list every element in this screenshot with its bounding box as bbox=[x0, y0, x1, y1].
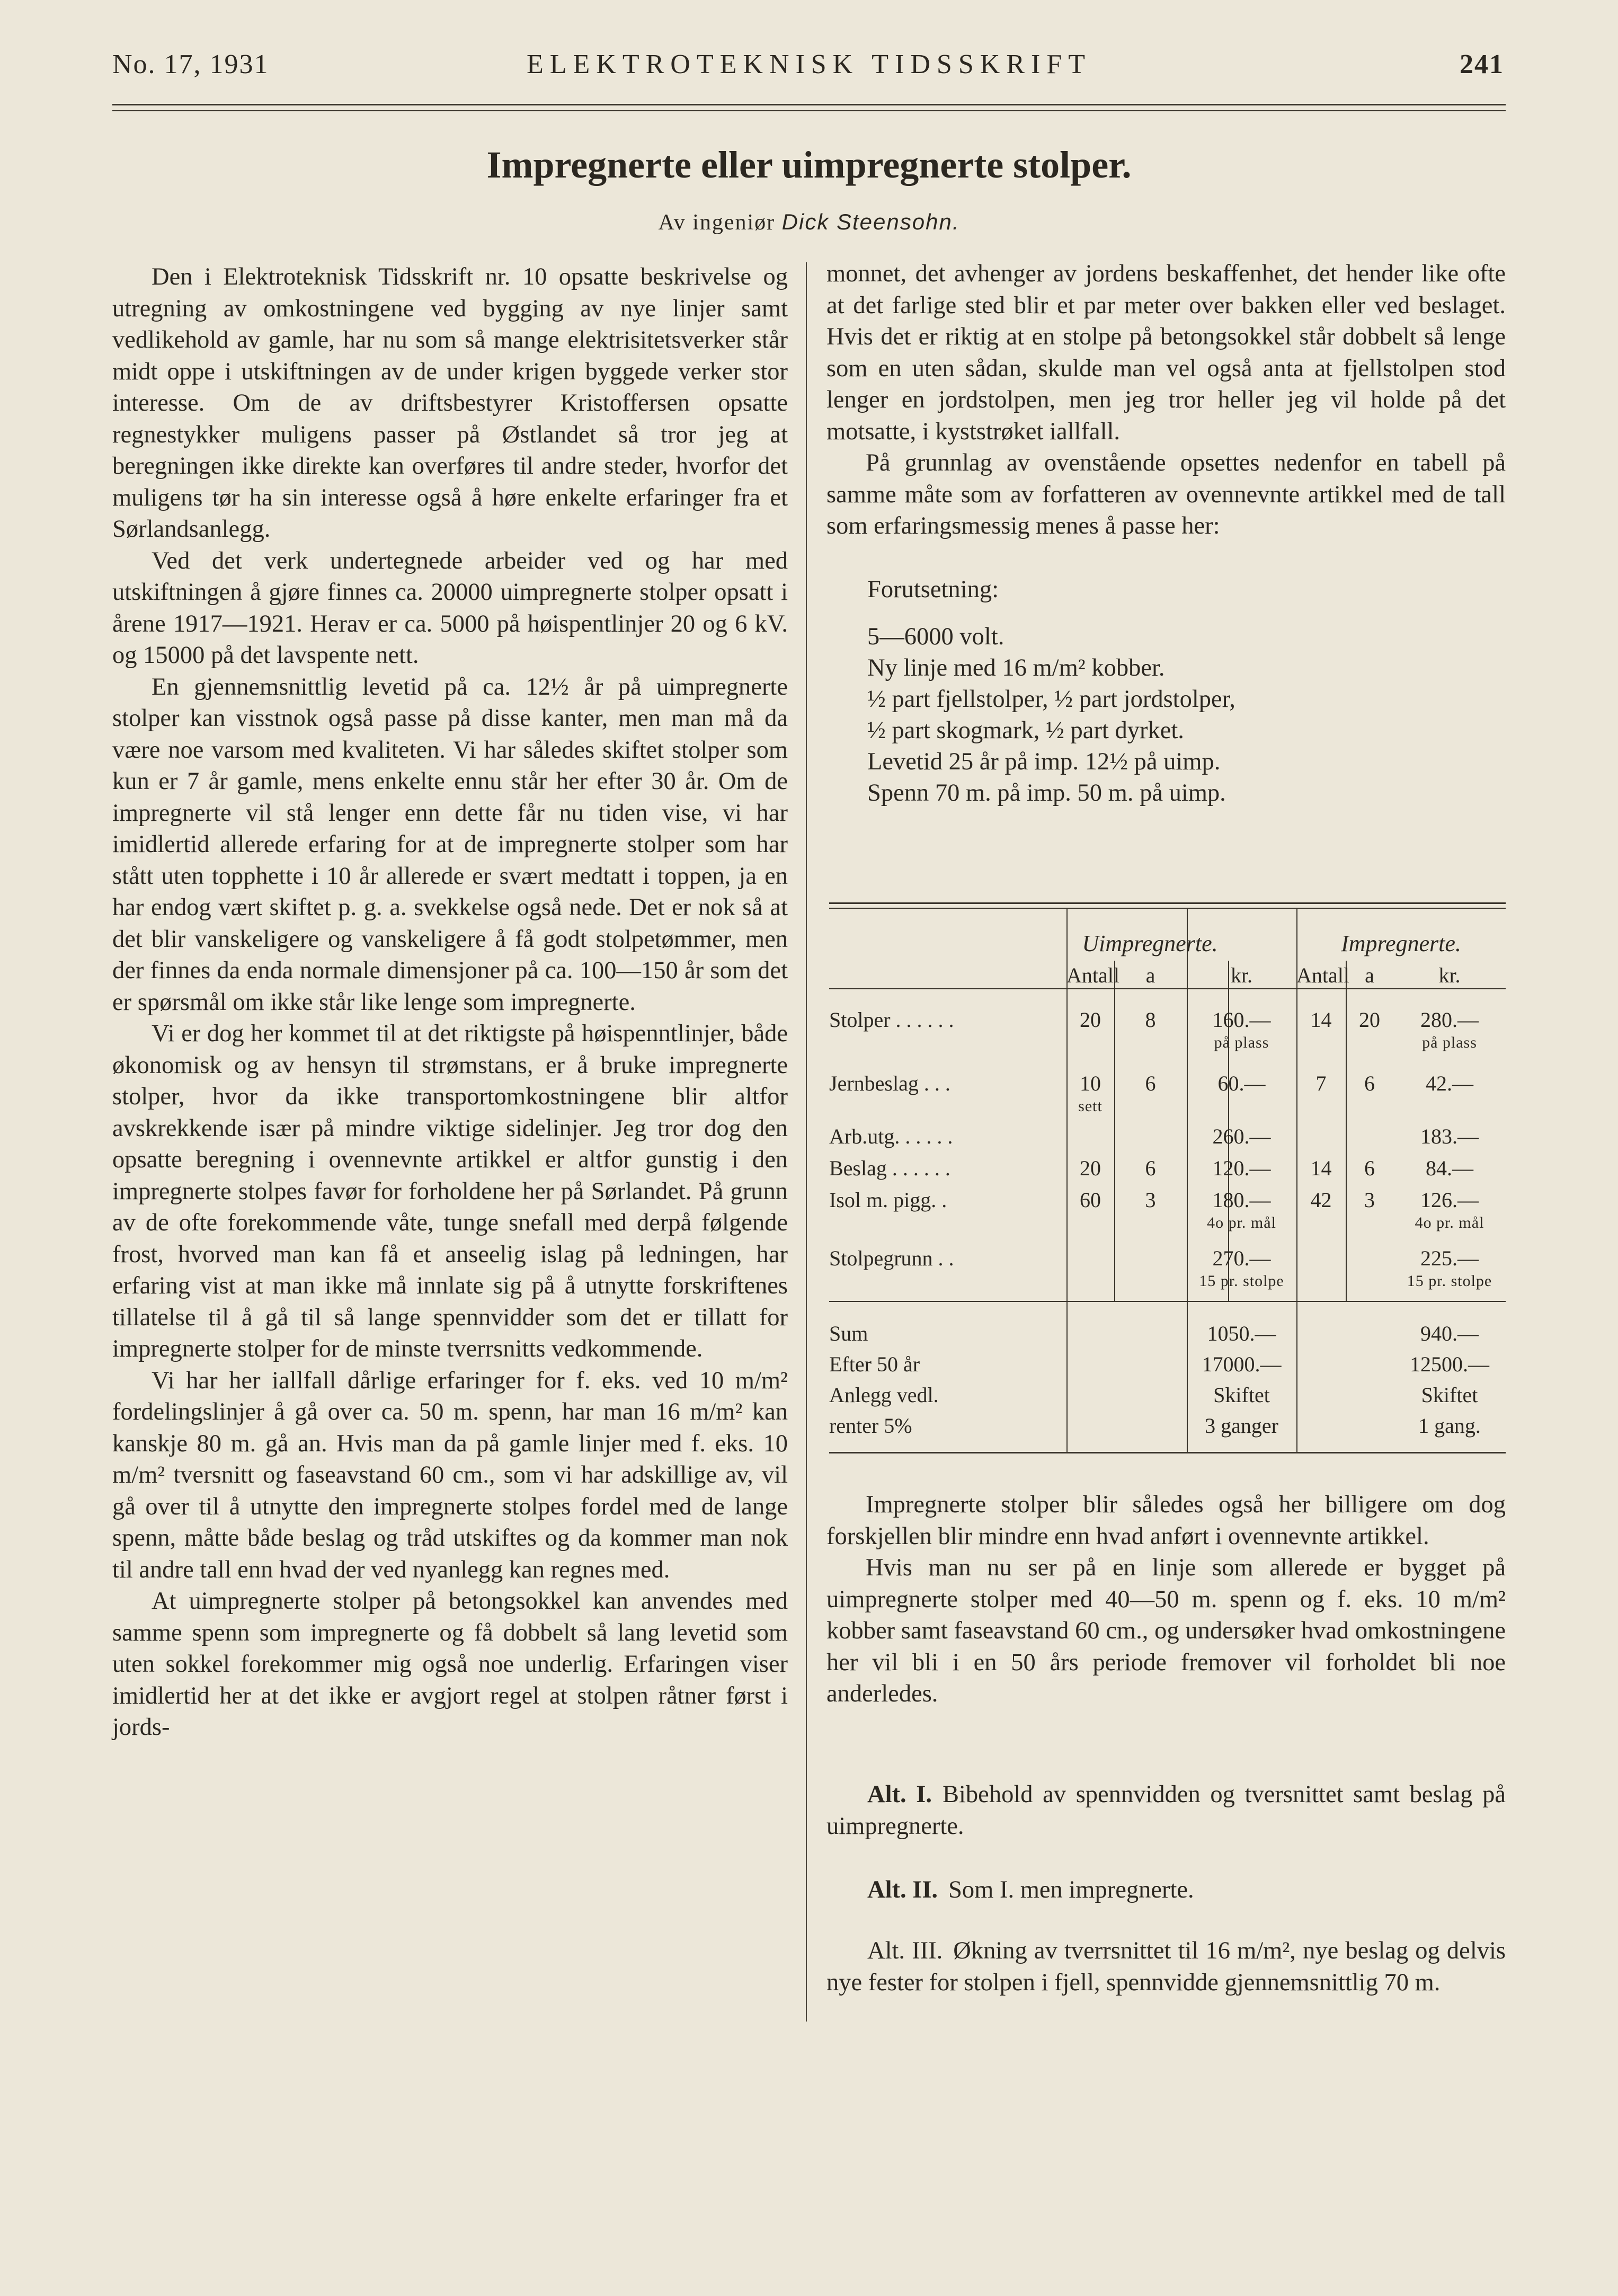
table-cell-label: Isol m. pigg. . bbox=[829, 1188, 947, 1212]
summary-cell-i-kr: 1 gang. bbox=[1418, 1414, 1481, 1438]
table-cell-label: Stolper . . . . . . bbox=[829, 1008, 954, 1032]
summary-cell-label: Anlegg vedl. bbox=[829, 1383, 939, 1407]
alternative bbox=[826, 1779, 1506, 1842]
table-cell-u-a: 3 bbox=[1145, 1188, 1156, 1212]
assumption-line: ½ part fjellstolper, ½ part jordstolper, bbox=[867, 685, 1235, 713]
table-cell-u-antall: 10 bbox=[1080, 1071, 1101, 1095]
table-cell-u-a: 6 bbox=[1145, 1071, 1156, 1095]
table-cell-i-antall: 14 bbox=[1310, 1008, 1332, 1032]
summary-cell-u-kr: Skiftet bbox=[1213, 1383, 1270, 1407]
paragraph: På grunnlag av ovenstående opsettes nedenfor en tabell på samme måte som av forfatteren av ovennevnte artikkel med de tall som erfaringsmessig menes å passe her: bbox=[826, 449, 1506, 539]
author-name: Dick Steensohn. bbox=[781, 209, 960, 234]
summary-cell-u-kr: 3 ganger bbox=[1205, 1414, 1278, 1438]
byline-prefix: Av ingeniør bbox=[658, 210, 776, 235]
table-cell-u-antall: 60 bbox=[1080, 1188, 1101, 1212]
subheader-kr: kr. bbox=[1230, 963, 1253, 987]
alternative-text: Økning av tverrsnittet til 16 m/m², nye beslag og delvis nye fester for stolpen i fjell, spennvidde gjennemsnittlig 70 m. bbox=[826, 1937, 1506, 1996]
summary-cell-i-kr: 12500.— bbox=[1410, 1352, 1489, 1376]
table-rule-bottom bbox=[829, 1452, 1506, 1453]
group-uimpregnerte: Uimpregnerte. bbox=[1082, 930, 1218, 956]
alternative bbox=[826, 1935, 1506, 1998]
table-cell-label: Beslag . . . . . . bbox=[829, 1156, 950, 1180]
right-column bbox=[826, 258, 1506, 809]
table-cell-u-kr: 160.— bbox=[1212, 1008, 1271, 1032]
article-byline bbox=[0, 209, 1618, 235]
assumption-line: ½ part skogmark, ½ part dyrket. bbox=[867, 716, 1184, 744]
table-cell-u-kr: 180.— bbox=[1212, 1188, 1271, 1212]
table-cell-u-a: 6 bbox=[1145, 1156, 1156, 1180]
alternative-text: Som I. men impregnerte. bbox=[948, 1876, 1194, 1903]
table-cell-note: 15 pr. stolpe bbox=[1199, 1272, 1284, 1290]
table-cell-i-antall: 14 bbox=[1310, 1156, 1332, 1180]
table-cell-i-kr: 280.— bbox=[1420, 1008, 1479, 1032]
summary-cell-label: Efter 50 år bbox=[829, 1352, 920, 1376]
table-cell-i-kr: 225.— bbox=[1420, 1246, 1479, 1270]
table-cell-u-kr: 60.— bbox=[1217, 1071, 1266, 1095]
table-cell-i-antall: 42 bbox=[1310, 1188, 1332, 1212]
table-rule-top bbox=[829, 902, 1506, 904]
journal-name: ELEKTROTEKNISK TIDSSKRIFT bbox=[526, 49, 1092, 79]
assumption-line: Ny linje med 16 m/m² kobber. bbox=[867, 654, 1165, 681]
table-cell-note: på plass bbox=[1214, 1034, 1269, 1051]
subheader-a: a bbox=[1365, 963, 1374, 987]
assumptions-heading: Forutsetning: bbox=[867, 575, 999, 603]
assumption-line: 5—6000 volt. bbox=[867, 623, 1004, 650]
assumptions-block bbox=[867, 574, 1506, 809]
after-table-text bbox=[826, 1489, 1506, 1710]
table-cell-u-antall: 20 bbox=[1080, 1156, 1101, 1180]
alternative-label: Alt. II. bbox=[867, 1876, 938, 1903]
table-cell-i-a: 6 bbox=[1364, 1071, 1375, 1095]
summary-cell-u-kr: 17000.— bbox=[1202, 1352, 1282, 1376]
assumption-line: Levetid 25 år på imp. 12½ på uimp. bbox=[867, 748, 1221, 775]
summary-cell-i-kr: Skiftet bbox=[1421, 1383, 1478, 1407]
summary-cell-i-kr: 940.— bbox=[1420, 1322, 1479, 1345]
alternative-label: Alt. I. bbox=[867, 1781, 932, 1808]
subheader-kr: kr. bbox=[1438, 963, 1461, 987]
alternative-label: Alt. III. bbox=[867, 1937, 943, 1964]
article-title: Impregnerte eller uimpregnerte stolper. bbox=[486, 144, 1132, 186]
issue-number: No. 17, 1931 bbox=[112, 49, 269, 79]
table-cell-i-a: 3 bbox=[1364, 1188, 1375, 1212]
table-cell-u-kr: 120.— bbox=[1212, 1156, 1271, 1180]
cost-table bbox=[829, 902, 1506, 1453]
column-divider bbox=[806, 262, 807, 2022]
table-cell-label: Arb.utg. . . . . . bbox=[829, 1124, 953, 1148]
header-rule-2 bbox=[112, 110, 1506, 111]
subheader-antall: Antall bbox=[1296, 963, 1349, 987]
paragraph: Vi har her iallfall dårlige erfaringer for f. eks. ved 10 m/m² fordelingslinjer å gå over ca. 50 m. spenn, har man 16 m/m² kan kanskje 80 m. gå an. Hvis man da på gamle linjer med f. eks. 10 m/m² tversnitt og faseavstand 60 cm., som vi har adskillige av, vil gå over til å utnytte den impregnerte stolpes fordel med de lange spenn, måtte både beslag og tråd utskiftes og da kommer man nok til andre tall enn hvad der ved nyanlegg kan regnes med. bbox=[112, 1367, 788, 1583]
paragraph: At uimpregnerte stolper på betongsokkel kan anvendes med samme spenn som impregnerte og få dobbelt så lang levetid som uten sokkel forekommer mig også noe underlig. Erfaringen viser imidlertid her at det ikke er avgjort regel at stolpen råtner først i jords- bbox=[112, 1588, 788, 1741]
table-cell-i-kr: 42.— bbox=[1426, 1071, 1473, 1095]
paragraph: Impregnerte stolper blir således også her billigere om dog forskjellen blir mindre enn hvad anført i ovennevnte artikkel. bbox=[826, 1491, 1506, 1550]
group-impregnerte: Impregnerte. bbox=[1341, 930, 1461, 956]
table-cell-i-kr: 183.— bbox=[1420, 1124, 1479, 1148]
table-rule-header bbox=[829, 988, 1506, 989]
paragraph: Hvis man nu ser på en linje som allerede er bygget på uimpregnerte stolper med 40—50 m. spenn og f. eks. 10 m/m² kobber samt faseavstand 60 cm., og undersøker hvad omkostningene her vil bli i en 50 års periode fremover vil forholdet bli noe anderledes. bbox=[826, 1554, 1506, 1707]
paragraph: Vi er dog her kommet til at det riktigste på høispenntlinjer, både økonomisk og av hensyn til strømstans, er å bruke impregnerte stolper, hvor da ikke transportomkostningene blir altfor avskrekkende især på mindre viktige sidelinjer. Jeg tror dog den opsatte beregning i ovennevnte artikkel er altfor gunstig i den impregnerte stolpes favør for forholdene her på Sørlandet. På grunn av de ofte forekommende våte, tunge snefall med derpå følgende frost, hvorved man kan få et anseelig islag på ledningen, har erfaring vist at man ikke må innlate sig på å utnytte forskriftenes tillatelse til å gå til så lange spennvidder som det er tillatt for impregnerte stolper for de minste tverrsnitts vedkommende. bbox=[112, 1020, 788, 1362]
alternative-text: Bibehold av spennvidden og tversnittet samt beslag på uimpregnerte. bbox=[826, 1781, 1506, 1840]
table-cell-note: sett bbox=[1078, 1097, 1103, 1115]
table-cell-note: 4o pr. mål bbox=[1207, 1214, 1276, 1231]
left-column bbox=[112, 261, 788, 1743]
page-number: 241 bbox=[1460, 49, 1504, 79]
table-rule-sum bbox=[829, 1301, 1506, 1302]
table-cell-i-a: 6 bbox=[1364, 1156, 1375, 1180]
paragraph: monnet, det avhenger av jordens beskaffenhet, det hender like ofte at det farlige sted blir et par meter over bakken eller ved beslaget. Hvis det er riktig at en stolpe på betongsokkel står dobbelt så lenge som en uten sådan, skulde man vel også anta at fjellstolpen stod lenger en jordstolpen, men jeg tror heller jeg vil holde på det motsatte, i kyststrøket iallfall. bbox=[826, 260, 1506, 445]
table-cell-note: på plass bbox=[1422, 1034, 1477, 1051]
summary-cell-u-kr: 1050.— bbox=[1207, 1322, 1276, 1345]
paragraph: Den i Elektroteknisk Tidsskrift nr. 10 opsatte beskrivelse og utregning av omkostningene ved bygging av nye linjer samt vedlikehold av gamle, har nu som så mange elektrisitetsverker står midt oppe i utskiftningen av de under krigen byggede verker stor interesse. Om de av driftsbestyrer Kristoffersen opsatte regnestykker muligens passer på Østlandet så tror jeg at beregningen ikke direkte kan overføres til andre steder, hvorfor det muligens tør ha sin interesse også å høre enkelte erfaringer fra et Sørlandsanlegg. bbox=[112, 263, 788, 543]
table-rule-top-2 bbox=[829, 908, 1506, 909]
table-cell-i-kr: 126.— bbox=[1420, 1188, 1479, 1212]
subheader-antall: Antall bbox=[1066, 963, 1119, 987]
paragraph: En gjennemsnittlig levetid på ca. 12½ år på uimpregnerte stolper kan visstnok også passe på disse kanter, men man må da være noe varsom med kvaliteten. Vi har således skiftet stolper som kun er 7 år gamle, mens enkelte ennu står her efter 30 år. Om de impregnerte vil stå lenger enn dette får nu tiden vise, vi har imidlertid allerede erfaring for at de impregnerte stolper som har stått uten topphette i 10 år allerede er svært medtatt i toppen, ja en har endog vært skiftet p. g. a. svekkelse også nede. Det er nok så at det blir vanskeligere og vanskeligere å få godt stolpetømmer, men der finnes da enda normale dimensjoner på ca. 100—150 år som det er spørsmål om ikke står like lenge som impregnerte. bbox=[112, 673, 788, 1016]
alternative bbox=[826, 1874, 1506, 1906]
table-cell-label: Jernbeslag . . . bbox=[829, 1071, 950, 1095]
summary-cell-label: Sum bbox=[829, 1322, 868, 1345]
paragraph: Ved det verk undertegnede arbeider ved og har med utskiftningen å gjøre finnes ca. 20000 uimpregnerte stolper opsatt i årene 1917—1921. Herav er ca. 5000 på høispentlinjer 20 og 6 kV. og 15000 på det lavspente nett. bbox=[112, 547, 788, 669]
table-cell-u-kr: 260.— bbox=[1212, 1124, 1271, 1148]
summary-cell-label: renter 5% bbox=[829, 1414, 912, 1438]
header-rule bbox=[112, 104, 1506, 105]
table-cell-u-a: 8 bbox=[1145, 1008, 1156, 1032]
table-cell-note: 4o pr. mål bbox=[1415, 1214, 1484, 1231]
table-cell-note: 15 pr. stolpe bbox=[1407, 1272, 1492, 1290]
table-cell-u-antall: 20 bbox=[1080, 1008, 1101, 1032]
table-cell-u-kr: 270.— bbox=[1212, 1246, 1271, 1270]
table-cell-i-antall: 7 bbox=[1315, 1071, 1327, 1095]
assumption-line: Spenn 70 m. på imp. 50 m. på uimp. bbox=[867, 779, 1226, 806]
table-cell-i-kr: 84.— bbox=[1426, 1156, 1473, 1180]
table-cell-i-a: 20 bbox=[1359, 1008, 1380, 1032]
table-cell-label: Stolpegrunn . . bbox=[829, 1246, 954, 1270]
subheader-a: a bbox=[1145, 963, 1155, 987]
